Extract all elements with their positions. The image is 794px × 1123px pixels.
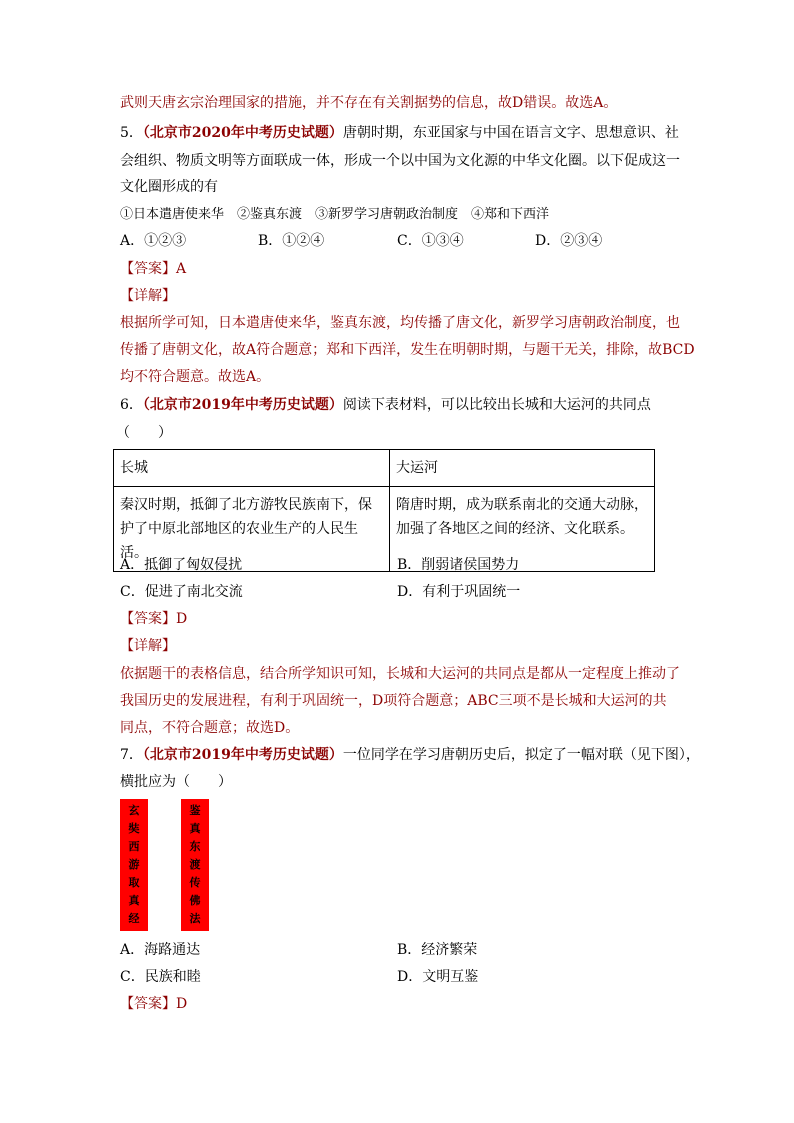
- couplet-char: 游: [128, 858, 140, 871]
- q5-option-b: B．①②④: [258, 233, 325, 249]
- couplet-char: 真: [128, 894, 140, 907]
- q6-detail-line1: 依据题干的表格信息，结合所学知识可知，长城和大运河的共同点是都从一定程度上推动了: [120, 666, 680, 682]
- q7-stem-text1: 一位同学在学习唐朝历史后，拟定了一幅对联（见下图），: [342, 747, 700, 763]
- q5-detail-label: 【详解】: [120, 288, 176, 304]
- q6-option-b: B．削弱诸侯国势力: [397, 557, 520, 573]
- q7-option-d: D．文明互鉴: [397, 969, 479, 985]
- q7-option-a: A．海路通达: [120, 942, 201, 958]
- q5-source: （北京市2020年中考历史试题）: [142, 125, 343, 141]
- couplet-char: 传: [189, 876, 201, 889]
- q6-detail-line3: 同点，不符合题意；故选D。: [120, 720, 300, 736]
- q5-option-c: C．①③④: [397, 233, 464, 249]
- couplet-char: 玄: [128, 804, 140, 817]
- q6-number: 6．: [120, 397, 143, 413]
- q6-answer: 【答案】D: [120, 611, 188, 627]
- couplet-left-scroll: [120, 799, 148, 931]
- q7-number: 7．: [120, 747, 143, 763]
- couplet-char: 取: [128, 876, 140, 889]
- q5-option-a: A．①②③: [120, 233, 187, 249]
- q6-option-a: A．抵御了匈奴侵扰: [120, 557, 243, 573]
- couplet-char: 东: [189, 840, 201, 853]
- q6-option-d: D．有利于巩固统一: [397, 584, 521, 600]
- table-header-great-wall: 长城: [114, 450, 390, 487]
- q5-detail-line1: 根据所学可知，日本遣唐使来华，鉴真东渡，均传播了唐文化，新罗学习唐朝政治制度，也: [120, 315, 680, 331]
- q5-stem-line3: 文化圈形成的有: [120, 179, 218, 195]
- q5-items: ①日本遣唐使来华 ②鉴真东渡 ③新罗学习唐朝政治制度 ④郑和下西洋: [120, 207, 550, 222]
- table-header-row: [114, 450, 655, 487]
- q6-option-c: C．促进了南北交流: [120, 584, 243, 600]
- table-header-grand-canal: 大运河: [390, 450, 655, 487]
- q5-detail-line2: 传播了唐朝文化，故A符合题意；郑和下西洋，发生在明朝时期，与题干无关，排除，故BCD: [120, 342, 695, 358]
- q6-comparison-table: [113, 449, 655, 572]
- q7-option-b: B．经济繁荣: [397, 942, 478, 958]
- q7-answer: 【答案】D: [120, 996, 188, 1012]
- couplet-char: 真: [189, 822, 201, 835]
- q5-number: 5．: [120, 125, 143, 141]
- q6-detail-line2: 我国历史的发展进程，有利于巩固统一，D项符合题意；ABC三项不是长城和大运河的共: [120, 693, 667, 709]
- couplet-char: 经: [128, 912, 140, 925]
- q5-answer: 【答案】A: [120, 261, 187, 277]
- q6-detail-label: 【详解】: [120, 638, 176, 654]
- q5-stem-text1: 唐朝时期，东亚国家与中国在语言文字、思想意识、社: [342, 125, 679, 141]
- q5-stem-line2: 会组织、物质文明等方面联成一体，形成一个以中国为文化源的中华文化圈。以下促成这一: [120, 153, 680, 169]
- couplet-char: 渡: [189, 858, 201, 871]
- couplet-char: 鉴: [189, 804, 201, 817]
- table-cell-grand-canal: 隋唐时期，成为联系南北的交通大动脉，加强了各地区之间的经济、文化联系。: [390, 487, 655, 572]
- q5-detail-line3: 均不符合题意。故选A。: [120, 369, 271, 385]
- q7-option-c: C．民族和睦: [120, 969, 201, 985]
- couplet-right-scroll: [181, 799, 209, 931]
- table-cell-great-wall: 秦汉时期，抵御了北方游牧民族南下，保护了中原北部地区的农业生产的人民生活。: [114, 487, 390, 572]
- prev-answer-tail: 武则天唐玄宗治理国家的措施，并不存在有关割据势的信息，故D错误。故选A。: [120, 95, 618, 111]
- q7-source: （北京市2019年中考历史试题）: [142, 747, 343, 763]
- q6-stem-line1: [120, 395, 651, 415]
- q7-stem-line1: [120, 745, 700, 765]
- couplet-char: 奘: [128, 822, 140, 835]
- q5-option-d: D．②③④: [535, 233, 603, 249]
- q5-stem-line1: [120, 123, 679, 143]
- couplet-char: 法: [189, 912, 201, 925]
- q7-stem-line2: 横批应为（ ）: [120, 774, 232, 790]
- couplet-char: 佛: [189, 894, 201, 907]
- q6-stem-line2: （ ）: [116, 425, 172, 441]
- q6-stem-text1: 阅读下表材料，可以比较出长城和大运河的共同点: [342, 397, 651, 413]
- couplet-char: 西: [128, 840, 140, 853]
- q6-source: （北京市2019年中考历史试题）: [142, 397, 343, 413]
